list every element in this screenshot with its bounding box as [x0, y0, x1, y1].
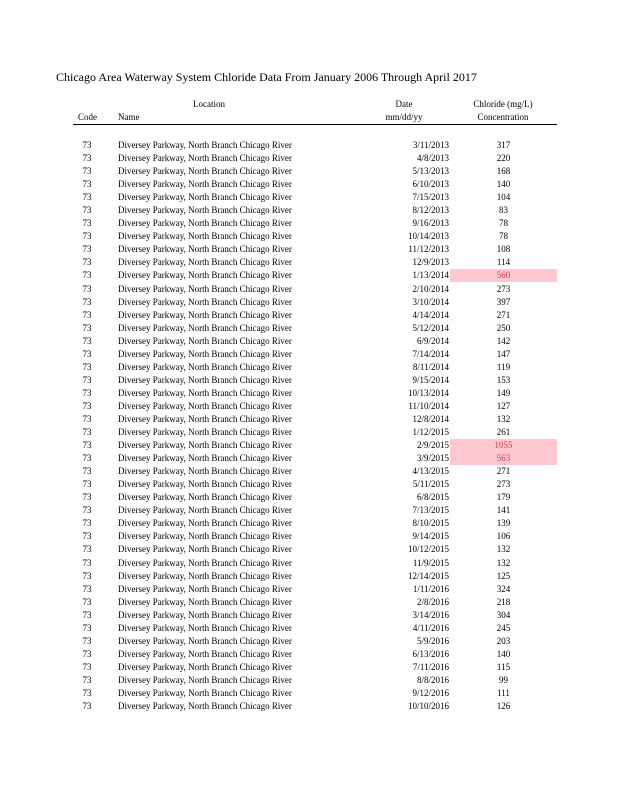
cell-code: 73	[82, 192, 92, 203]
cell-location-name: Diversey Parkway, North Branch Chicago River	[118, 596, 292, 607]
cell-date: 1/13/2014	[412, 270, 449, 281]
table-row	[0, 557, 618, 570]
cell-concentration: 397	[496, 296, 511, 307]
cell-code: 73	[82, 479, 92, 490]
cell-date: 8/11/2014	[412, 361, 449, 372]
data-table	[0, 139, 618, 713]
cell-location-name: Diversey Parkway, North Branch Chicago River	[118, 570, 292, 581]
table-row	[0, 530, 618, 543]
cell-concentration: 132	[496, 557, 511, 568]
cell-location-name: Diversey Parkway, North Branch Chicago River	[118, 583, 292, 594]
cell-date: 3/10/2014	[412, 296, 449, 307]
table-row	[0, 178, 618, 191]
cell-concentration: 317	[496, 140, 511, 150]
cell-code: 73	[82, 635, 92, 646]
cell-concentration: 250	[496, 322, 511, 333]
cell-location-name: Diversey Parkway, North Branch Chicago River	[118, 218, 292, 229]
cell-code: 73	[82, 583, 92, 594]
header-rule	[73, 124, 557, 125]
cell-concentration: 78	[499, 231, 508, 242]
table-row	[0, 152, 618, 165]
header-date-format: mm/dd/yy	[385, 112, 423, 122]
table-row	[0, 465, 618, 478]
cell-concentration: 245	[496, 622, 511, 633]
cell-concentration: 273	[496, 283, 511, 294]
cell-location-name: Diversey Parkway, North Branch Chicago River	[118, 270, 292, 281]
cell-code: 73	[82, 335, 92, 346]
table-row	[0, 204, 618, 217]
cell-location-name: Diversey Parkway, North Branch Chicago River	[118, 440, 292, 451]
cell-date: 1/12/2015	[412, 427, 449, 438]
table-row	[0, 165, 618, 178]
cell-concentration: 141	[496, 505, 511, 516]
cell-code: 73	[82, 674, 92, 685]
cell-concentration: 168	[496, 166, 511, 177]
cell-date: 11/12/2013	[408, 244, 449, 255]
cell-code: 73	[82, 231, 92, 242]
cell-code: 73	[82, 596, 92, 607]
table-row	[0, 413, 618, 426]
cell-date: 12/9/2013	[412, 257, 449, 268]
cell-date: 7/15/2013	[412, 192, 449, 203]
cell-location-name: Diversey Parkway, North Branch Chicago River	[118, 466, 292, 477]
cell-date: 11/10/2014	[408, 400, 449, 411]
cell-date: 5/11/2015	[412, 479, 449, 490]
table-row	[0, 478, 618, 491]
cell-concentration: 114	[496, 257, 511, 268]
cell-code: 73	[82, 309, 92, 320]
cell-date: 10/10/2016	[407, 701, 449, 712]
header-location: Location	[193, 99, 225, 109]
cell-code: 73	[82, 283, 92, 294]
cell-concentration: 139	[496, 518, 511, 529]
header-chloride: Chloride (mg/L)	[473, 99, 533, 109]
cell-code: 73	[82, 270, 92, 281]
cell-location-name: Diversey Parkway, North Branch Chicago River	[118, 231, 292, 242]
cell-date: 8/10/2015	[412, 518, 449, 529]
cell-location-name: Diversey Parkway, North Branch Chicago River	[118, 361, 292, 372]
cell-location-name: Diversey Parkway, North Branch Chicago River	[118, 648, 292, 659]
cell-concentration: 179	[496, 492, 511, 503]
cell-concentration: 127	[496, 400, 511, 411]
cell-code: 73	[82, 492, 92, 503]
cell-code: 73	[82, 453, 92, 464]
cell-location-name: Diversey Parkway, North Branch Chicago River	[118, 505, 292, 516]
cell-location-name: Diversey Parkway, North Branch Chicago River	[118, 427, 292, 438]
cell-code: 73	[82, 518, 92, 529]
cell-concentration: 125	[496, 570, 511, 581]
cell-date: 9/12/2016	[412, 687, 449, 698]
cell-concentration: 132	[496, 413, 511, 424]
table-row	[0, 335, 618, 348]
table-row	[0, 230, 618, 243]
cell-date: 4/13/2015	[412, 466, 449, 477]
cell-location-name: Diversey Parkway, North Branch Chicago River	[118, 192, 292, 203]
cell-code: 73	[82, 387, 92, 398]
cell-code: 73	[82, 179, 92, 190]
cell-code: 73	[82, 544, 92, 555]
cell-date: 11/9/2015	[412, 557, 449, 568]
cell-concentration: 140	[496, 648, 511, 659]
cell-location-name: Diversey Parkway, North Branch Chicago River	[118, 309, 292, 320]
cell-code: 73	[82, 609, 92, 620]
cell-code: 73	[82, 687, 92, 698]
table-row	[0, 700, 618, 713]
cell-date: 5/9/2016	[416, 635, 449, 646]
table-row	[0, 543, 618, 556]
cell-code: 73	[82, 413, 92, 424]
cell-code: 73	[82, 166, 92, 177]
cell-location-name: Diversey Parkway, North Branch Chicago River	[118, 296, 292, 307]
cell-date: 3/14/2016	[412, 609, 449, 620]
table-row	[0, 439, 618, 452]
cell-concentration: 324	[496, 583, 511, 594]
cell-location-name: Diversey Parkway, North Branch Chicago River	[118, 609, 292, 620]
cell-date: 9/15/2014	[412, 374, 449, 385]
cell-date: 3/11/2013	[412, 140, 449, 150]
table-row	[0, 517, 618, 530]
cell-date: 9/14/2015	[412, 531, 449, 542]
cell-concentration: 78	[499, 218, 508, 229]
cell-concentration: 115	[496, 661, 511, 672]
cell-location-name: Diversey Parkway, North Branch Chicago River	[118, 413, 292, 424]
table-row	[0, 361, 618, 374]
table-row	[0, 322, 618, 335]
cell-code: 73	[82, 374, 92, 385]
table-row	[0, 400, 618, 413]
cell-code: 73	[82, 557, 92, 568]
cell-concentration: 99	[499, 674, 508, 685]
cell-location-name: Diversey Parkway, North Branch Chicago River	[118, 179, 292, 190]
cell-location-name: Diversey Parkway, North Branch Chicago River	[118, 492, 292, 503]
cell-code: 73	[82, 440, 92, 451]
table-row	[0, 217, 618, 230]
cell-location-name: Diversey Parkway, North Branch Chicago River	[118, 166, 292, 177]
cell-date: 10/14/2013	[407, 231, 449, 242]
cell-location-name: Diversey Parkway, North Branch Chicago River	[118, 661, 292, 672]
cell-code: 73	[82, 205, 92, 216]
cell-date: 8/12/2013	[412, 205, 449, 216]
table-row	[0, 348, 618, 361]
cell-date: 10/13/2014	[407, 387, 449, 398]
cell-date: 4/14/2014	[412, 309, 449, 320]
cell-concentration: 304	[496, 609, 511, 620]
cell-concentration: 119	[496, 361, 511, 372]
table-row	[0, 283, 618, 296]
cell-date: 12/8/2014	[412, 413, 449, 424]
cell-concentration: 108	[496, 244, 511, 255]
cell-code: 73	[82, 427, 92, 438]
cell-location-name: Diversey Parkway, North Branch Chicago River	[118, 635, 292, 646]
cell-date: 5/12/2014	[412, 322, 449, 333]
cell-code: 73	[82, 531, 92, 542]
table-row	[0, 296, 618, 309]
table-row	[0, 687, 618, 700]
table-row	[0, 426, 618, 439]
table-row	[0, 374, 618, 387]
cell-location-name: Diversey Parkway, North Branch Chicago River	[118, 322, 292, 333]
cell-date: 3/9/2015	[416, 453, 449, 464]
cell-date: 2/8/2016	[416, 596, 449, 607]
cell-concentration: 203	[496, 635, 511, 646]
cell-code: 73	[82, 218, 92, 229]
cell-code: 73	[82, 244, 92, 255]
cell-concentration: 111	[497, 687, 510, 698]
cell-location-name: Diversey Parkway, North Branch Chicago River	[118, 531, 292, 542]
cell-location-name: Diversey Parkway, North Branch Chicago River	[118, 701, 292, 712]
cell-concentration: 271	[496, 309, 511, 320]
cell-code: 73	[82, 622, 92, 633]
cell-code: 73	[82, 257, 92, 268]
table-row	[0, 243, 618, 256]
cell-date: 5/13/2013	[412, 166, 449, 177]
cell-date: 10/12/2015	[407, 544, 449, 555]
cell-location-name: Diversey Parkway, North Branch Chicago River	[118, 335, 292, 346]
cell-code: 73	[82, 400, 92, 411]
cell-location-name: Diversey Parkway, North Branch Chicago River	[118, 453, 292, 464]
cell-location-name: Diversey Parkway, North Branch Chicago River	[118, 400, 292, 411]
cell-date: 2/9/2015	[416, 440, 449, 451]
cell-concentration: 153	[496, 374, 511, 385]
cell-concentration: 104	[496, 192, 511, 203]
cell-concentration: 132	[496, 544, 511, 555]
cell-code: 73	[82, 648, 92, 659]
cell-concentration: 147	[496, 348, 511, 359]
cell-concentration: 140	[496, 179, 511, 190]
cell-code: 73	[82, 296, 92, 307]
cell-location-name: Diversey Parkway, North Branch Chicago River	[118, 479, 292, 490]
table-row	[0, 269, 618, 282]
cell-code: 73	[82, 348, 92, 359]
table-row	[0, 583, 618, 596]
cell-code: 73	[82, 322, 92, 333]
cell-concentration: 271	[496, 466, 511, 477]
cell-concentration: 560	[450, 269, 557, 282]
cell-concentration: 273	[496, 479, 511, 490]
cell-concentration: 1055	[450, 439, 557, 452]
cell-location-name: Diversey Parkway, North Branch Chicago River	[118, 518, 292, 529]
cell-location-name: Diversey Parkway, North Branch Chicago River	[118, 687, 292, 698]
cell-location-name: Diversey Parkway, North Branch Chicago River	[118, 205, 292, 216]
cell-location-name: Diversey Parkway, North Branch Chicago River	[118, 244, 292, 255]
table-row	[0, 452, 618, 465]
table-row	[0, 622, 618, 635]
table-row	[0, 674, 618, 687]
cell-concentration: 563	[450, 452, 557, 465]
cell-location-name: Diversey Parkway, North Branch Chicago River	[118, 622, 292, 633]
cell-location-name: Diversey Parkway, North Branch Chicago River	[118, 544, 292, 555]
table-row	[0, 256, 618, 269]
table-row	[0, 309, 618, 322]
cell-date: 4/8/2013	[416, 153, 449, 164]
cell-code: 73	[82, 701, 92, 712]
cell-location-name: Diversey Parkway, North Branch Chicago River	[118, 283, 292, 294]
table-row	[0, 191, 618, 204]
cell-location-name: Diversey Parkway, North Branch Chicago River	[118, 348, 292, 359]
cell-date: 1/11/2016	[412, 583, 449, 594]
cell-location-name: Diversey Parkway, North Branch Chicago River	[118, 140, 292, 150]
cell-date: 4/11/2016	[412, 622, 449, 633]
table-row	[0, 570, 618, 583]
cell-location-name: Diversey Parkway, North Branch Chicago River	[118, 374, 292, 385]
cell-concentration: 149	[496, 387, 511, 398]
cell-code: 73	[82, 140, 92, 150]
table-row	[0, 635, 618, 648]
cell-code: 73	[82, 466, 92, 477]
cell-concentration: 83	[499, 205, 508, 216]
cell-date: 2/10/2014	[412, 283, 449, 294]
cell-date: 9/16/2013	[412, 218, 449, 229]
cell-concentration: 106	[496, 531, 511, 542]
cell-date: 7/13/2015	[412, 505, 449, 516]
header-code: Code	[78, 112, 97, 122]
header-concentration: Concentration	[477, 112, 529, 122]
cell-date: 6/9/2014	[416, 335, 449, 346]
cell-location-name: Diversey Parkway, North Branch Chicago River	[118, 387, 292, 398]
cell-date: 7/11/2016	[412, 661, 449, 672]
table-row	[0, 609, 618, 622]
table-row	[0, 387, 618, 400]
cell-concentration: 220	[496, 153, 511, 164]
table-row	[0, 139, 618, 152]
cell-date: 8/8/2016	[416, 674, 449, 685]
cell-location-name: Diversey Parkway, North Branch Chicago River	[118, 153, 292, 164]
cell-concentration: 261	[496, 427, 511, 438]
cell-date: 7/14/2014	[412, 348, 449, 359]
cell-concentration: 126	[496, 701, 511, 712]
table-row	[0, 504, 618, 517]
cell-code: 73	[82, 505, 92, 516]
cell-location-name: Diversey Parkway, North Branch Chicago River	[118, 557, 292, 568]
cell-location-name: Diversey Parkway, North Branch Chicago River	[118, 257, 292, 268]
cell-date: 6/10/2013	[412, 179, 449, 190]
table-row	[0, 648, 618, 661]
document-title: Chicago Area Waterway System Chloride Data From January 2006 Through April 2017	[56, 70, 477, 84]
table-row	[0, 661, 618, 674]
header-date: Date	[395, 99, 413, 109]
cell-date: 6/13/2016	[412, 648, 449, 659]
cell-location-name: Diversey Parkway, North Branch Chicago River	[118, 674, 292, 685]
table-row	[0, 596, 618, 609]
cell-date: 12/14/2015	[407, 570, 449, 581]
cell-code: 73	[82, 570, 92, 581]
cell-code: 73	[82, 361, 92, 372]
cell-code: 73	[82, 661, 92, 672]
table-row	[0, 491, 618, 504]
cell-concentration: 142	[496, 335, 511, 346]
cell-code: 73	[82, 153, 92, 164]
cell-concentration: 218	[496, 596, 511, 607]
cell-date: 6/8/2015	[416, 492, 449, 503]
header-name: Name	[118, 112, 140, 122]
